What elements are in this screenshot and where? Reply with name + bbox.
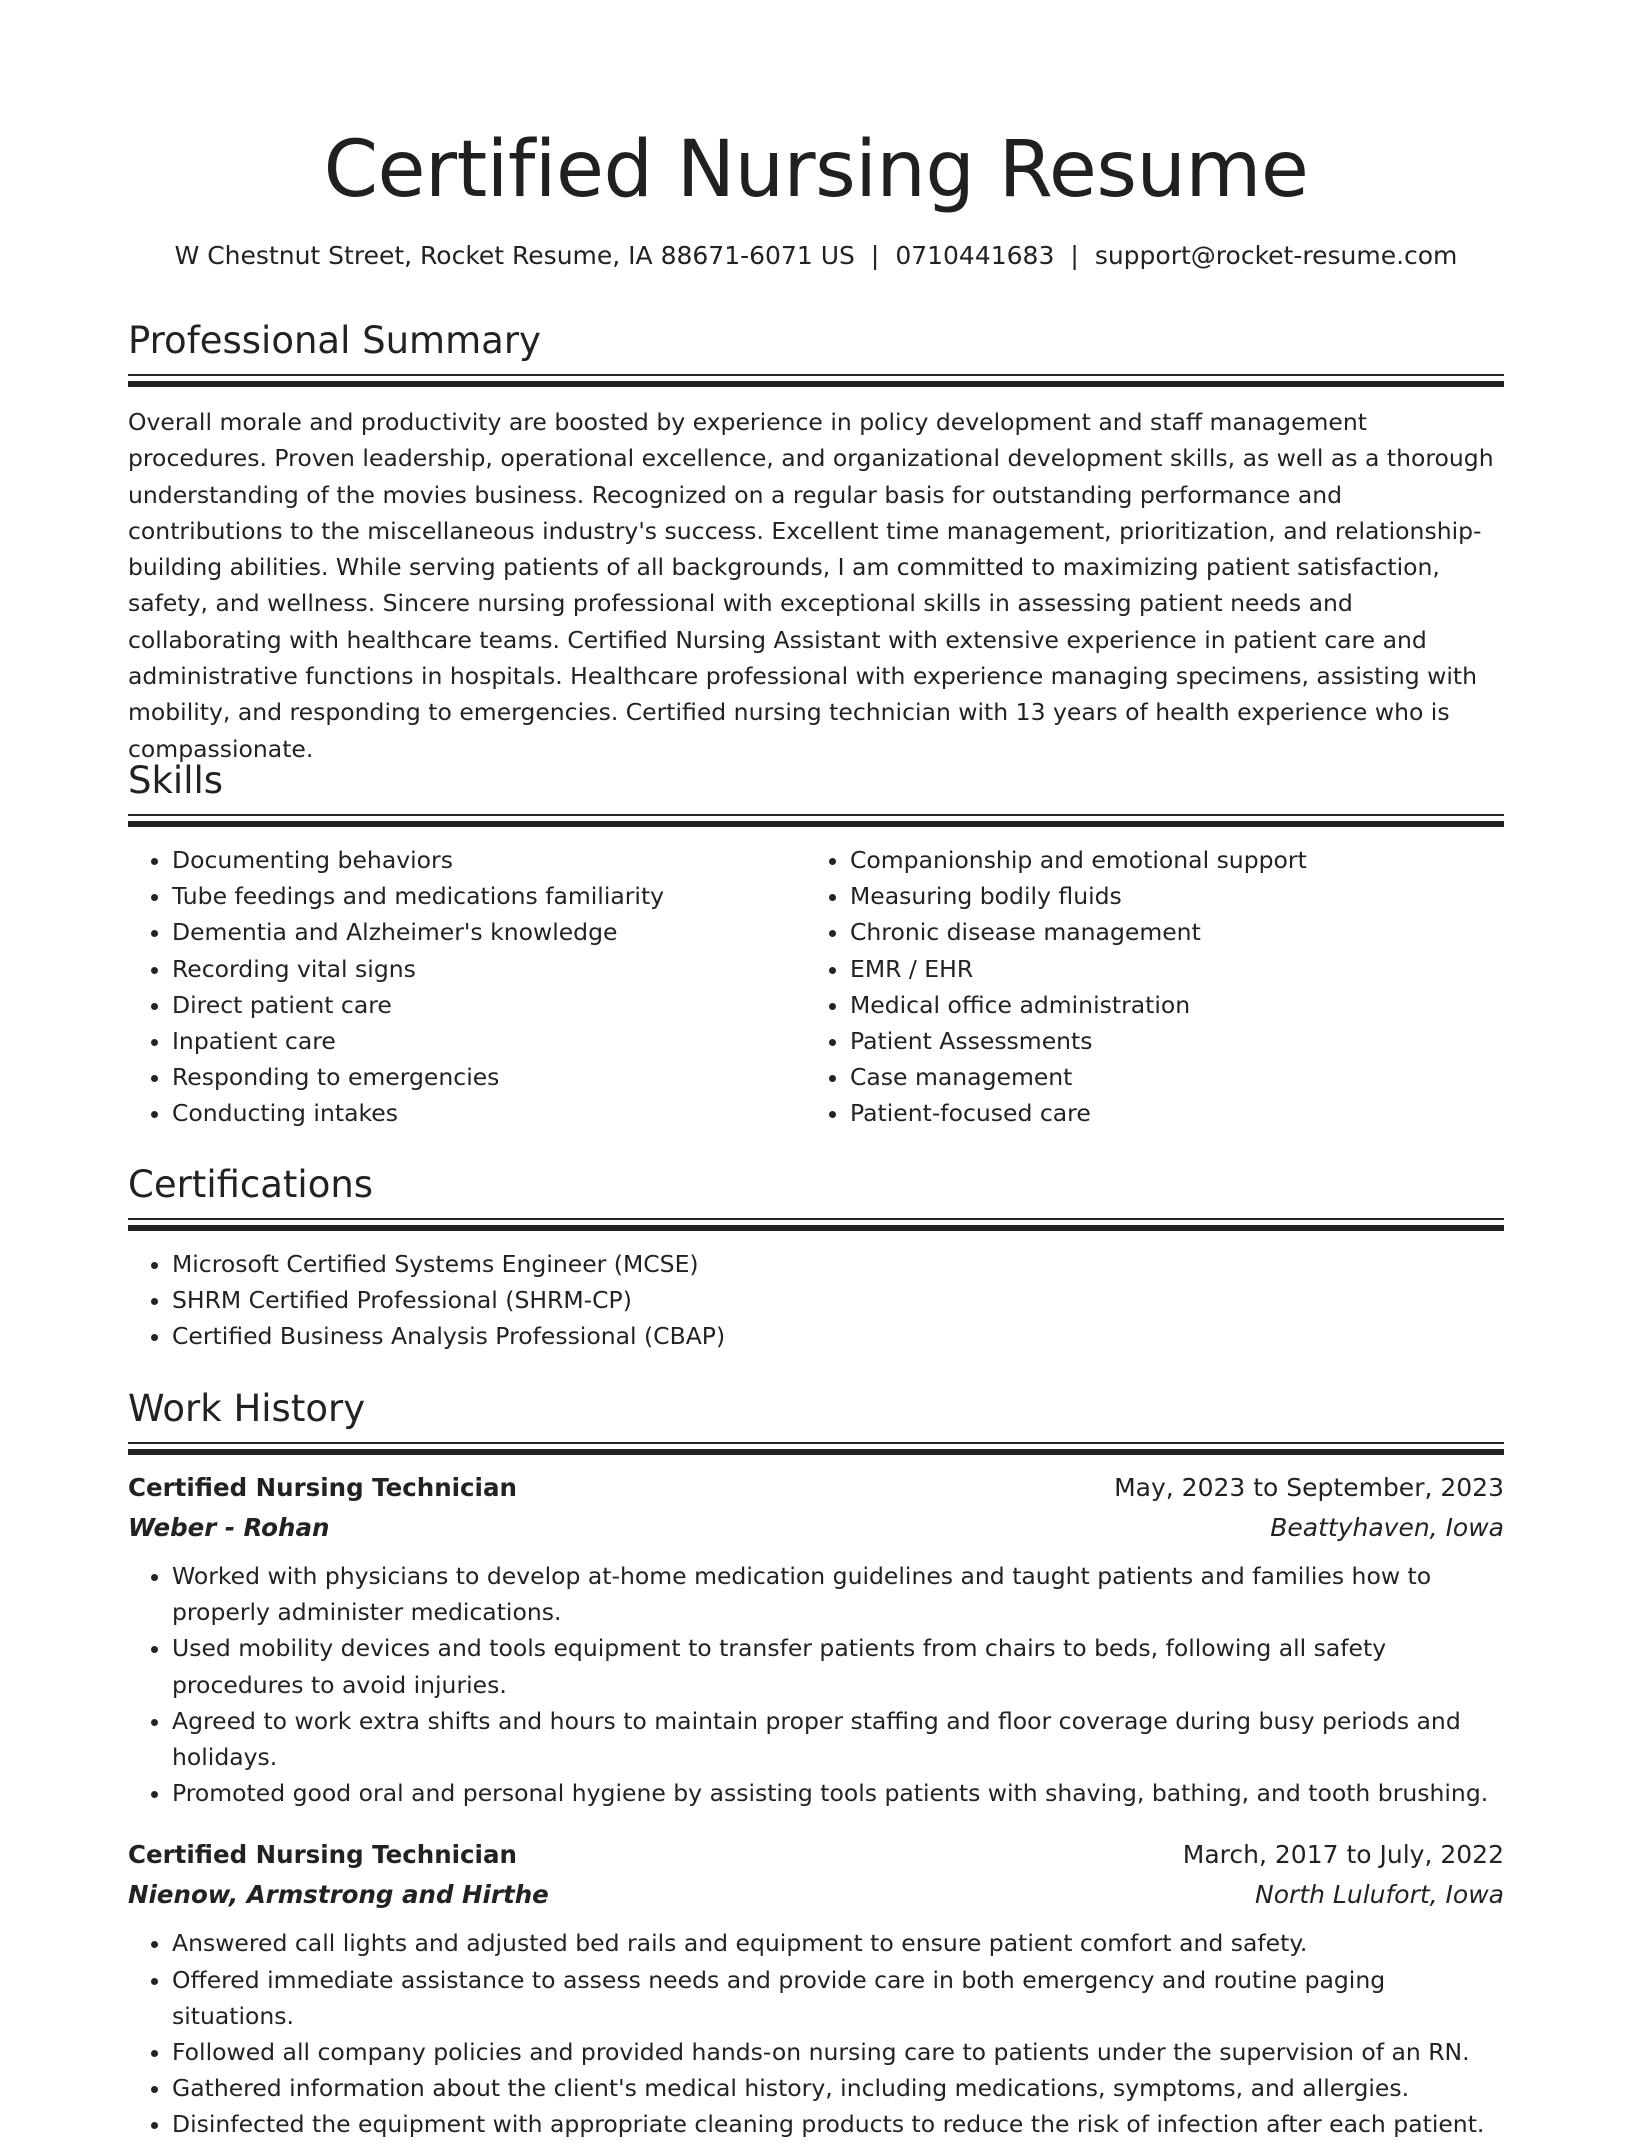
section-professional-summary xyxy=(128,316,1504,767)
section-divider xyxy=(128,814,1504,828)
job-entry xyxy=(128,1468,1504,1811)
skills-column-right xyxy=(806,842,1484,1132)
skills-columns xyxy=(128,842,1504,1132)
section-divider xyxy=(128,1218,1504,1232)
job-bullet: • Agreed to work extra shifts and hours to maintain proper staffing and floor coverage during busy periods and holidays. xyxy=(172,1703,1504,1775)
contact-address: W Chestnut Street, Rocket Resume, IA 88671-6071 US xyxy=(174,241,855,270)
job-location: North Lulufort, Iowa xyxy=(1255,1880,1504,1910)
section-divider xyxy=(128,374,1504,388)
job-title: Certified Nursing Technician xyxy=(128,1473,517,1502)
summary-text: Overall morale and productivity are boosted by experience in policy development and staff management procedures. Proven leadership, operational excellence, and organizational development skills, as well as a thorough understanding of the movies business. Recognized on a regular basis for outstanding performance and contributions to the miscellaneous industry's success. Excellent time management, prioritization, and relationship-building abilities. While serving patients of all backgrounds, I am committed to maximizing patient satisfaction, safety, and wellness. Sincere nursing professional with exceptional skills in assessing patient needs and collaborating with healthcare teams. Certified Nursing Assistant with extensive experience in patient care and administrative functions in hospitals. Healthcare professional with experience managing specimens, assisting with mobility, and responding to emergencies. Certified nursing technician with 13 years of health experience who is compassionate. xyxy=(128,408,1494,763)
job-entry xyxy=(128,1835,1504,2142)
section-heading: Professional Summary xyxy=(128,319,541,362)
certification-item: • Certified Business Analysis Professional (CBAP) xyxy=(172,1318,1504,1354)
contact-separator: | xyxy=(1070,241,1079,270)
skill-item: • Chronic disease management xyxy=(850,914,1484,950)
skill-item: • Conducting intakes xyxy=(172,1095,806,1131)
skill-item: • Inpatient care xyxy=(172,1023,806,1059)
section-heading: Work History xyxy=(128,1387,366,1430)
job-bullet: • Offered immediate assistance to assess needs and provide care in both emergency and routine paging situations. xyxy=(172,1962,1504,2034)
job-bullet: • Gathered information about the client's medical history, including medications, symptoms, and allergies. xyxy=(172,2070,1504,2106)
job-bullet: • Disinfected the equipment with appropriate cleaning products to reduce the risk of infection after each patient. xyxy=(172,2106,1504,2142)
contact-email: support@rocket-resume.com xyxy=(1094,241,1458,270)
skill-item: • Companionship and emotional support xyxy=(850,842,1484,878)
section-work-history xyxy=(128,1384,1504,2143)
skill-item: • Direct patient care xyxy=(172,987,806,1023)
section-certifications xyxy=(128,1160,1504,1355)
skill-item: • EMR / EHR xyxy=(850,951,1484,987)
contact-line xyxy=(128,238,1504,274)
skills-column-left xyxy=(128,842,806,1132)
job-bullet: • Answered call lights and adjusted bed rails and equipment to ensure patient comfort and safety. xyxy=(172,1925,1504,1961)
skill-item: • Medical office administration xyxy=(850,987,1484,1023)
job-bullet: • Used mobility devices and tools equipment to transfer patients from chairs to beds, following all safety procedures to avoid injuries. xyxy=(172,1630,1504,1702)
job-subheader-row xyxy=(128,1508,1504,1548)
resume-title: Certified Nursing Resume xyxy=(323,125,1309,215)
skill-item: • Patient Assessments xyxy=(850,1023,1484,1059)
skill-item: • Measuring bodily fluids xyxy=(850,878,1484,914)
job-header-row xyxy=(128,1468,1504,1508)
job-bullet: • Followed all company policies and provided hands-on nursing care to patients under the supervision of an RN. xyxy=(172,2034,1504,2070)
section-divider xyxy=(128,1442,1504,1456)
skill-item: • Patient-focused care xyxy=(850,1095,1484,1131)
skill-item: • Case management xyxy=(850,1059,1484,1095)
job-location: Beattyhaven, Iowa xyxy=(1270,1513,1504,1542)
job-dates: March, 2017 to July, 2022 xyxy=(1182,1840,1504,1870)
job-dates: May, 2023 to September, 2023 xyxy=(1114,1473,1504,1502)
skill-item: • Recording vital signs xyxy=(172,951,806,987)
section-skills xyxy=(128,756,1504,1132)
contact-phone: 0710441683 xyxy=(895,241,1055,270)
certification-item: • Microsoft Certified Systems Engineer (MCSE) xyxy=(172,1246,1504,1282)
job-company: Nienow, Armstrong and Hirthe xyxy=(128,1880,549,1910)
job-subheader-row xyxy=(128,1875,1504,1915)
skill-item: • Tube feedings and medications familiarity xyxy=(172,878,806,914)
job-header-row xyxy=(128,1835,1504,1875)
skill-item: • Responding to emergencies xyxy=(172,1059,806,1095)
job-bullet: • Promoted good oral and personal hygiene by assisting tools patients with shaving, bathing, and tooth brushing. xyxy=(172,1775,1504,1811)
contact-separator: | xyxy=(870,241,880,270)
job-bullet: • Worked with physicians to develop at-home medication guidelines and taught patients and families how to properly administer medications. xyxy=(172,1558,1504,1630)
section-heading: Skills xyxy=(128,759,224,802)
certification-item: • SHRM Certified Professional (SHRM-CP) xyxy=(172,1282,1504,1318)
section-heading: Certifications xyxy=(128,1163,374,1206)
skill-item: • Dementia and Alzheimer's knowledge xyxy=(172,914,806,950)
job-company: Weber - Rohan xyxy=(128,1513,330,1542)
skill-item: • Documenting behaviors xyxy=(172,842,806,878)
job-title: Certified Nursing Technician xyxy=(128,1840,517,1870)
